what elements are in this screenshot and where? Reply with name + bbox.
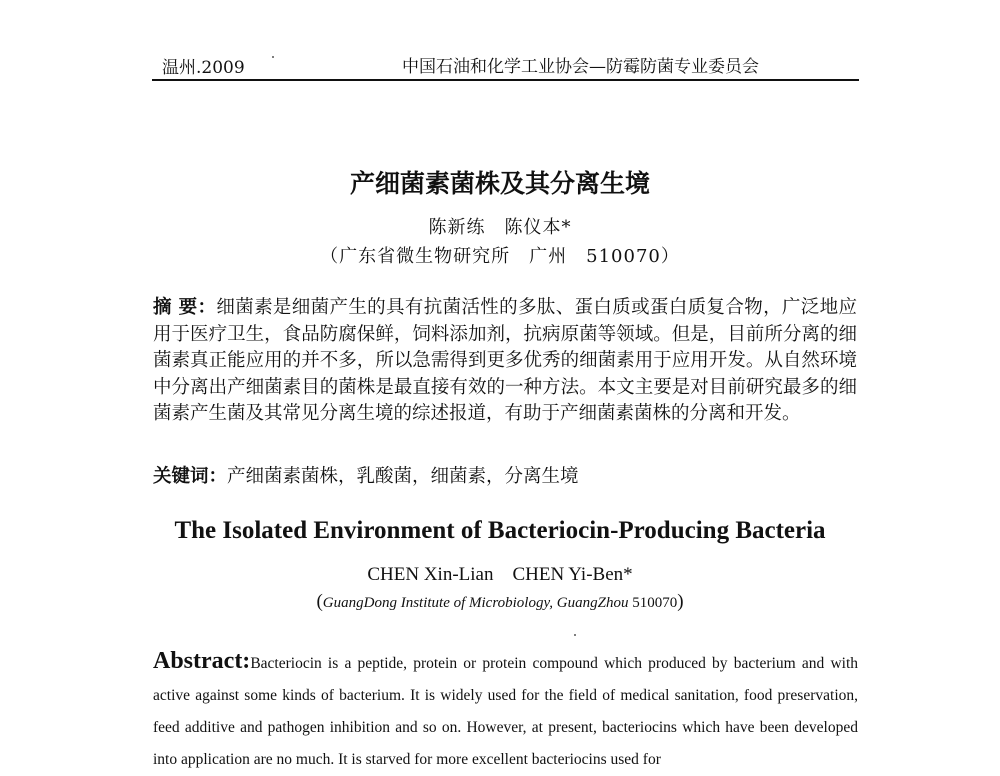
- en-abstract: [153, 645, 858, 776]
- cn-keywords: [153, 464, 857, 490]
- en-abstract-text: Bacteriocin is a peptide, protein or protein compound which produced by bacterium and with active against some kinds of bacterium. It is widely used for the field of medical sanitation, food preservation, feed additive and pathogen inhibition and so on. However, at present, bacteriocins which have been developed into application are no much. It is starved for more excellent bacteriocins used for: [153, 655, 858, 768]
- en-abstract-label: Abstract:: [153, 648, 251, 674]
- en-affiliation-close: ): [677, 591, 684, 612]
- header-left-text: 温州.2009: [162, 58, 245, 78]
- scan-speck: [272, 56, 274, 58]
- en-affiliation-open: (: [316, 591, 323, 612]
- en-title: The Isolated Environment of Bacteriocin-Producing Bacteria: [174, 517, 826, 544]
- header-rule: [152, 79, 859, 81]
- cn-affiliation: （广东省微生物研究所 广州 510070）: [320, 246, 680, 267]
- en-authors: CHEN Xin-Lian CHEN Yi-Ben*: [367, 564, 633, 585]
- en-affiliation: [0, 591, 1000, 614]
- cn-title: 产细菌素菌株及其分离生境: [349, 169, 650, 198]
- header-right-text: 中国石油和化学工业协会—防霉防菌专业委员会: [402, 57, 759, 77]
- en-affiliation-text: GuangDong Institute of Microbiology, GuangZhou: [322, 595, 629, 611]
- cn-abstract-label: 摘 要：: [153, 297, 217, 318]
- scan-speck: [574, 634, 576, 636]
- cn-abstract: [153, 295, 857, 428]
- cn-abstract-text: 细菌素是细菌产生的具有抗菌活性的多肽、蛋白质或蛋白质复合物，广泛地应用于医疗卫生，食品防腐保鲜，饲料添加剂，抗病原菌等领域。但是，目前所分离的细菌素真正能应用的并不多，所以急需得到更多优秀的细菌素用于应用开发。从自然环境中分离出产细菌素目的菌株是最直接有效的一种方法。本文主要是对目前研究最多的细菌素产生菌及其常见分离生境的综述报道，有助于产细菌素菌株的分离和开发。: [153, 297, 857, 424]
- cn-keywords-label: 关键词：: [153, 466, 228, 487]
- cn-authors: 陈新练 陈仪本*: [428, 217, 572, 238]
- en-affiliation-zip: 510070: [628, 595, 678, 611]
- cn-keywords-text: 产细菌素菌株，乳酸菌，细菌素，分离生境: [227, 466, 579, 487]
